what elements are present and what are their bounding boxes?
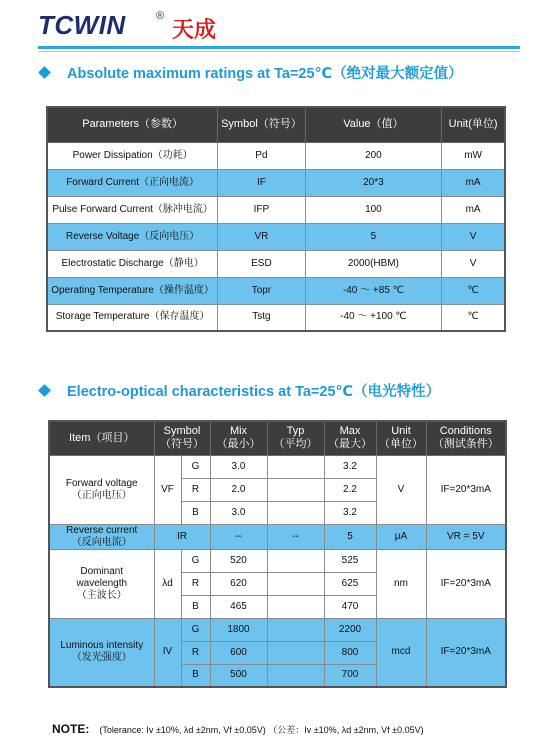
table-cell: Tstg (218, 304, 305, 331)
header-symbol-cn: （符号） (160, 438, 204, 451)
typ-cell (267, 618, 324, 641)
header-symbol: Symbol (163, 425, 201, 438)
table-header-row (49, 421, 506, 455)
typ-cell (267, 595, 324, 618)
table-row (47, 169, 505, 196)
table-cell: Reverse Voltage（反向电压） (47, 223, 218, 250)
table-cell: mA (442, 169, 505, 196)
item-name-cn: （反向电流） (71, 536, 132, 548)
table-cell: 5 (305, 223, 442, 250)
table-cell: -40 ～ +100 ℃ (305, 304, 442, 331)
header-cell (426, 421, 506, 455)
table-cell: -40 ～ +85 ℃ (305, 277, 442, 304)
color-cell: G (181, 455, 210, 478)
table-cell: 2000(HBM) (305, 250, 442, 277)
header-unit-cn: （单位） (379, 438, 423, 451)
note-label: NOTE: (52, 722, 90, 736)
table-cell: Storage Temperature（保存温度） (47, 304, 218, 331)
typ-cell (267, 549, 324, 572)
item-cell (49, 455, 154, 524)
min-cell: 620 (210, 572, 267, 595)
table-cell: Power Dissipation（功耗） (47, 142, 218, 169)
item-cell (49, 549, 154, 618)
color-cell: B (181, 595, 210, 618)
min-cell: 500 (210, 664, 267, 687)
min-cell: 2.0 (210, 478, 267, 501)
min-cell: -- (210, 524, 267, 549)
section-heading-absolute (40, 62, 463, 83)
header-cell: Unit(单位) (442, 107, 505, 142)
table-cell: Topr (218, 277, 305, 304)
symbol-cell: IV (154, 618, 181, 687)
item-name-2: wavelength (76, 577, 128, 589)
table-cell: Pd (218, 142, 305, 169)
header-conditions-cn: （测试条件） (432, 438, 499, 451)
color-cell: B (181, 501, 210, 524)
table-row (47, 304, 505, 331)
typ-cell: -- (267, 524, 324, 549)
table-cell: 200 (305, 142, 442, 169)
item-name-cn: （主波长） (76, 589, 127, 601)
unit-cell: μA (376, 524, 426, 549)
item-name-cn: （正向电压） (71, 489, 132, 501)
header-unit: Unit (391, 425, 411, 438)
header-typ: Typ (286, 425, 305, 438)
typ-cell (267, 664, 324, 687)
table-row (49, 549, 506, 572)
color-cell: G (181, 618, 210, 641)
header-max: Max (339, 425, 361, 438)
min-cell: 600 (210, 641, 267, 664)
item-cell (49, 618, 154, 687)
table-cell: mA (442, 196, 505, 223)
table-row (49, 618, 506, 641)
tolerance-note (52, 722, 424, 736)
table-cell: 20*3 (305, 169, 442, 196)
table-cell: Pulse Forward Current（脉冲电流） (47, 196, 218, 223)
table-cell: IFP (218, 196, 305, 223)
table-cell: Forward Current（正向电流） (47, 169, 218, 196)
header-min-cn: （最小） (216, 438, 261, 451)
table-cell: IF (218, 169, 305, 196)
typ-cell (267, 641, 324, 664)
header-max-cn: （最大） (328, 438, 372, 451)
header-typ-cn: （平均） (273, 438, 318, 451)
note-text: (Tolerance: Iv ±10%, λd ±2nm, Vf ±0.05V) （公差：Iv ±10%, λd ±2nm, Vf ±0.05V) (99, 725, 424, 735)
max-cell: 3.2 (324, 455, 376, 478)
typ-cell (267, 455, 324, 478)
table-header-row (47, 107, 505, 142)
header-cell: Item（项目） (49, 421, 154, 455)
header-rule (38, 46, 520, 49)
table-cell: V (442, 223, 505, 250)
min-cell: 1800 (210, 618, 267, 641)
item-cell (49, 524, 154, 549)
item-name: Luminous intensity (60, 640, 144, 652)
table-cell: V (442, 250, 505, 277)
table-cell: 100 (305, 196, 442, 223)
header-cell (376, 421, 426, 455)
header-cell: Symbol（符号） (218, 107, 305, 142)
section-title: Electro-optical characteristics at Ta=25℃（电光特性） (67, 384, 441, 400)
table-cell: ESD (218, 250, 305, 277)
unit-cell: mcd (376, 618, 426, 687)
symbol-cell: VF (154, 455, 181, 524)
conditions-cell: IF=20*3mA (426, 549, 506, 618)
header-cell (324, 421, 376, 455)
max-cell: 2.2 (324, 478, 376, 501)
registered-mark: ® (156, 10, 165, 22)
table-row (47, 277, 505, 304)
diamond-bullet-icon (38, 66, 51, 79)
color-cell: R (181, 641, 210, 664)
color-cell: B (181, 664, 210, 687)
brand-name: TCWIN (38, 10, 126, 40)
min-cell: 3.0 (210, 455, 267, 478)
table-cell: ℃ (442, 277, 505, 304)
color-cell: R (181, 478, 210, 501)
conditions-cell: VR = 5V (426, 524, 506, 549)
electro-optical-table (48, 420, 507, 688)
max-cell: 525 (324, 549, 376, 572)
item-name: Reverse current (66, 524, 138, 536)
table-row (47, 223, 505, 250)
max-cell: 470 (324, 595, 376, 618)
header-conditions: Conditions (439, 425, 492, 438)
symbol-cell: IR (154, 524, 210, 549)
max-cell: 3.2 (324, 501, 376, 524)
typ-cell (267, 501, 324, 524)
color-cell: R (181, 572, 210, 595)
table-row (47, 250, 505, 277)
min-cell: 520 (210, 549, 267, 572)
header-cell (154, 421, 210, 455)
symbol-cell: λd (154, 549, 181, 618)
min-cell: 3.0 (210, 501, 267, 524)
table-row (47, 142, 505, 169)
table-cell: ℃ (442, 304, 505, 331)
table-cell: mW (442, 142, 505, 169)
table-cell: Electrostatic Discharge（静电） (47, 250, 218, 277)
brand-logo (38, 10, 217, 43)
item-name: Forward voltage (65, 477, 138, 489)
unit-cell: V (376, 455, 426, 524)
table-row (49, 455, 506, 478)
typ-cell (267, 572, 324, 595)
header-min: Mix (229, 425, 248, 438)
header-rule-thin (38, 51, 520, 52)
table-cell: Operating Temperature（操作温度） (47, 277, 218, 304)
absolute-ratings-table (46, 106, 506, 332)
max-cell: 625 (324, 572, 376, 595)
conditions-cell: IF=20*3mA (426, 455, 506, 524)
section-heading-electro-optical (40, 380, 440, 401)
unit-cell: nm (376, 549, 426, 618)
brand-name-cn: 天成 (172, 18, 217, 43)
item-name: Dominant (80, 565, 124, 577)
item-name-cn: （发光强度） (71, 652, 132, 664)
header-cell: Value（值） (305, 107, 442, 142)
header-cell: Parameters（参数） (47, 107, 218, 142)
typ-cell (267, 478, 324, 501)
conditions-cell: IF=20*3mA (426, 618, 506, 687)
color-cell: G (181, 549, 210, 572)
max-cell: 700 (324, 664, 376, 687)
max-cell: 5 (324, 524, 376, 549)
min-cell: 465 (210, 595, 267, 618)
section-title: Absolute maximum ratings at Ta=25℃（绝对最大额定值） (67, 66, 463, 82)
max-cell: 800 (324, 641, 376, 664)
header-cell (267, 421, 324, 455)
max-cell: 2200 (324, 618, 376, 641)
header-cell (210, 421, 267, 455)
table-cell: VR (218, 223, 305, 250)
table-row (49, 524, 506, 549)
table-row (47, 196, 505, 223)
diamond-bullet-icon (38, 384, 51, 397)
